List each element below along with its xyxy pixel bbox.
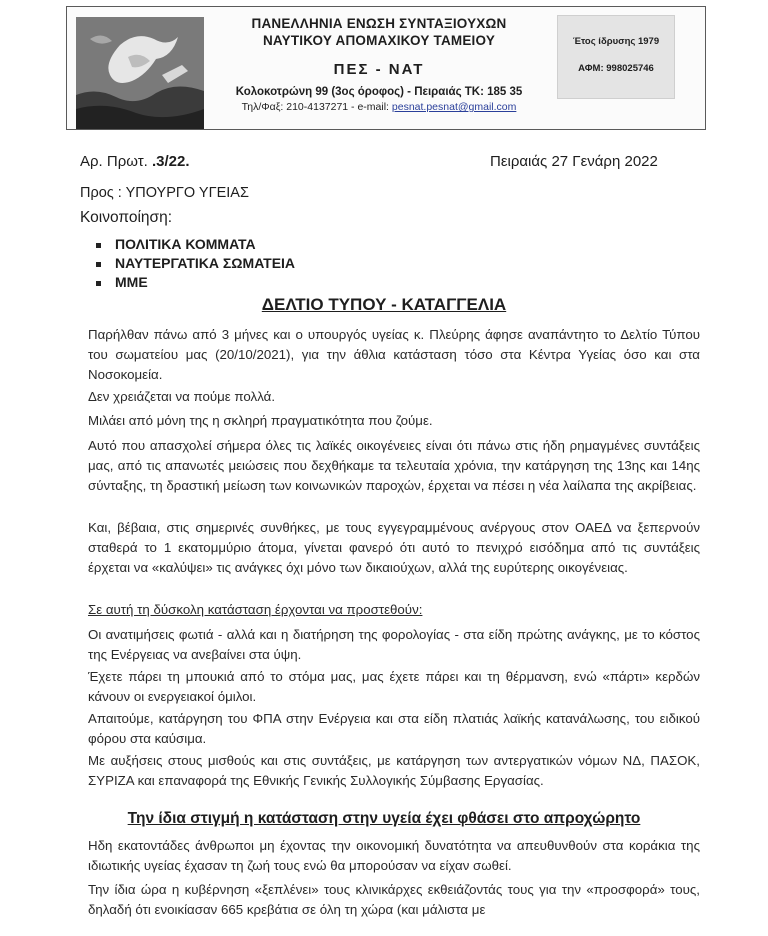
contact-phone: Τηλ/Φαξ: 210-4137271 - e-mail: bbox=[241, 101, 392, 113]
tax-id: ΑΦΜ: 998025746 bbox=[578, 63, 654, 74]
cc-item bbox=[96, 254, 295, 273]
logo-graphic bbox=[76, 17, 204, 129]
body-paragraph: Και, βέβαια, στις σημερινές συνθήκες, με τους εγγεγραμμένους ανέργους στον ΟΑΕΔ να ξεπερνούν σταθερά το 1 εκατομμύριο άτομα, γίνεται φανερό ότι αυτό το πενιχρό εισόδημα από τις συντάξεις έρχεται να «καλύψει» τις ανάγκες όχι μόνο των δικαιούχων, αλλά της ευρύτερης οικογένειας. bbox=[88, 520, 700, 575]
org-name-line1: ΠΑΝΕΛΛΗΝΙΑ ΕΝΩΣΗ ΣΥΝΤΑΞΙΟΥΧΩΝ bbox=[251, 16, 507, 31]
body-paragraph: Παρήλθαν πάνω από 3 μήνες και ο υπουργός υγείας κ. Πλεύρης άφησε αναπάντητο το Δελτίο Τύπου του σωματείου μας (20/10/2021), για την άθλια κατάσταση τόσο στα Κέντρα Υγείας όσο και στα Νοσοκομεία. bbox=[88, 327, 700, 382]
cc-item bbox=[96, 273, 295, 292]
recipient: Προς : ΥΠΟΥΡΓΟ ΥΓΕΙΑΣ bbox=[80, 185, 249, 201]
protocol-label: Αρ. Πρωτ. bbox=[80, 153, 152, 170]
registration-stamp bbox=[557, 15, 675, 99]
body-paragraph: Αυτό που απασχολεί σήμερα όλες τις λαϊκές οικογένειες είναι ότι πάνω στις ήδη ρημαγμένες συντάξεις μας, από τις απανωτές μειώσεις που δεχθήκαμε τα τελευταία χρόνια, την κατάργηση της 13ης και 14ης σύνταξης, τη δραστική μείωση των κοινωνικών παροχών, έρχεται να πέσει η νέα λαίλαπα της ακρίβειας. bbox=[88, 438, 700, 493]
contact-email-link[interactable]: pesnat.pesnat@gmail.com bbox=[391, 101, 517, 113]
cc-item bbox=[96, 235, 295, 254]
org-name-line2: ΝΑΥΤΙΚΟΥ ΑΠΟΜΑΧΙΚΟΥ ΤΑΜΕΙΟΥ bbox=[262, 33, 496, 48]
body-paragraph: Μιλάει από μόνη της η σκληρή πραγματικότητα που ζούμε. bbox=[88, 413, 433, 428]
document-date: Πειραιάς 27 Γενάρη 2022 bbox=[490, 153, 658, 170]
body-paragraph: Με αυξήσεις στους μισθούς και στις συντάξεις, με κατάργηση των αντεργατικών νόμων ΝΔ, ΠΑΣΟΚ, ΣΥΡΙΖΑ και επαναφορά της Εθνικής Γενικής Συλλογικής Σύμβασης Εργασίας. bbox=[88, 753, 700, 788]
cc-label: Κοινοποίηση: bbox=[80, 209, 173, 226]
cc-item-label: ΠΟΛΙΤΙΚΑ ΚΟΜΜΑΤΑ bbox=[115, 236, 256, 252]
body-paragraph: Ηδη εκατοντάδες άνθρωποι μη έχοντας την οικονομική δυνατότητα να απευθυνθούν στα κοράκια της ιδιωτικής υγείας έχασαν τη ζωή τους ενώ θα μπορούσαν να είχαν σωθεί. bbox=[88, 838, 700, 873]
bullet-icon bbox=[96, 281, 101, 286]
document-title: ΔΕΛΤΙΟ ΤΥΠΟΥ - ΚΑΤΑΓΓΕΛΙΑ bbox=[261, 295, 507, 314]
section-subtitle: Την ίδια στιγμή η κατάσταση στην υγεία έχει φθάσει στο απροχώρητο bbox=[127, 810, 641, 827]
body-paragraph: Έχετε πάρει τη μπουκιά από το στόμα μας, μας έχετε πάρει και τη θέρμανση, ενώ «πάρτι» κερδών κάνουν οι ενεργειακοί όμιλοι. bbox=[88, 669, 700, 704]
org-contact bbox=[214, 101, 544, 113]
cc-item-label: ΜΜΕ bbox=[115, 274, 148, 290]
body-paragraph: Απαιτούμε, κατάργηση του ΦΠΑ στην Ενέργεια και στα είδη πλατιάς λαϊκής κατανάλωσης, του ειδικού φόρου στα καύσιμα. bbox=[88, 711, 700, 746]
cc-list bbox=[96, 235, 295, 292]
org-address: Κολοκοτρώνη 99 (3ος όροφος) - Πειραιάς ΤΚ: 185 35 bbox=[235, 86, 523, 98]
body-paragraph: Την ίδια ώρα η κυβέρνηση «ξεπλένει» τους κλινικάρχες εκθειάζοντάς τους για την «προσφορά» τους, δηλαδή ότι ενοικίασαν 665 κρεβάτια σε όλη τη χώρα (και μάλιστα με bbox=[88, 882, 700, 917]
bullet-icon bbox=[96, 243, 101, 248]
body-paragraph: Οι ανατιμήσεις φωτιά - αλλά και η διατήρηση της φορολογίας - στα είδη πρώτης ανάγκης, με το κόστος της Ενέργειας να ανεβαίνει στα ύψη. bbox=[88, 627, 700, 662]
bullet-icon bbox=[96, 262, 101, 267]
protocol-number bbox=[80, 153, 190, 170]
founded-year: Έτος ίδρυσης 1979 bbox=[572, 36, 660, 47]
organization-logo bbox=[76, 17, 204, 129]
protocol-value: .3/22. bbox=[152, 153, 190, 170]
body-paragraph: Δεν χρειάζεται να πούμε πολλά. bbox=[88, 389, 276, 404]
cc-item-label: ΝΑΥΤΕΡΓΑΤΙΚΑ ΣΩΜΑΤΕΙΑ bbox=[115, 255, 296, 271]
section-heading: Σε αυτή τη δύσκολη κατάσταση έρχονται να προστεθούν: bbox=[88, 602, 423, 617]
organization-header bbox=[214, 15, 544, 113]
org-acronym: ΠΕΣ - ΝΑΤ bbox=[333, 61, 425, 78]
